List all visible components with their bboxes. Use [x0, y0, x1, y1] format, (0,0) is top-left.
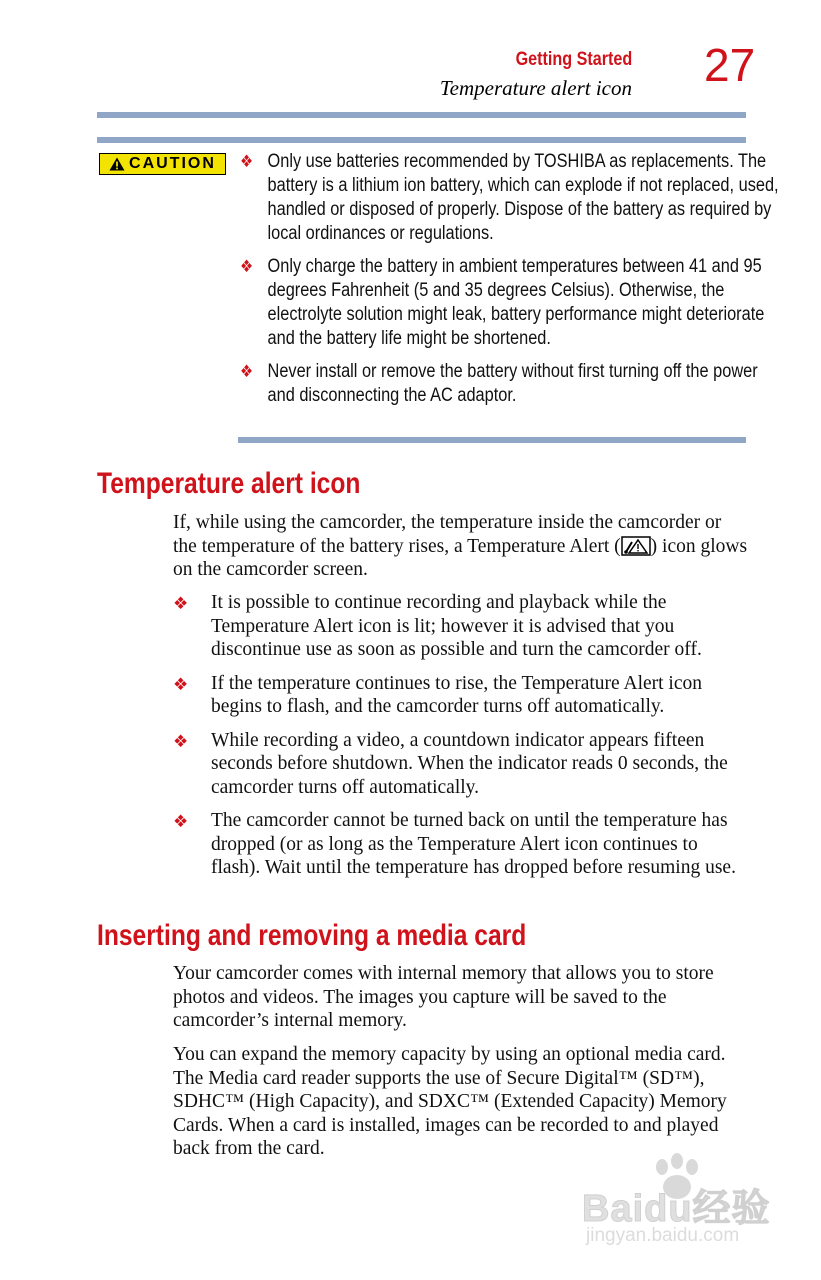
- list-item: ❖ If the temperature continues to rise, the Temperature Alert icon begins to flash, and the camcorder turns off automatically.: [173, 672, 703, 717]
- caution-badge: [99, 153, 226, 175]
- warning-triangle-icon: [109, 157, 125, 171]
- bullet-icon: ❖: [173, 674, 189, 694]
- list-item: ❖ It is possible to continue recording and playback while the Temperature Alert icon is lit; however it is advised that you discontinue use as soon as possible and turn the camcorder off.: [173, 592, 702, 660]
- watermark-url: jingyan.baidu.com: [586, 1225, 740, 1246]
- running-header-chapter: Getting Started: [515, 49, 632, 70]
- caution-item: ❖ Only use batteries recommended by TOSHIBA as replacements. The battery is a lithium ion battery, which can explode if not replaced, used, handled or disposed of properly. Dispose of the battery as required by local ordinances or regulations.: [240, 151, 779, 244]
- temperature-alert-icon: [621, 536, 651, 556]
- running-header-section: Temperature alert icon: [439, 76, 632, 100]
- caution-item: ❖ Only charge the battery in ambient temperatures between 41 and 95 degrees Fahrenheit (5 and 35 degrees Celsius). Otherwise, the electrolyte solution might leak, battery performance might deteriorate and the battery life might be shortened.: [240, 256, 765, 349]
- caution-bottom-rule: [238, 437, 746, 443]
- caution-top-rule: [97, 137, 746, 143]
- caution-label: CAUTION: [129, 155, 216, 172]
- list-item: ❖ While recording a video, a countdown indicator appears fifteen seconds before shutdown. When the indicator reads 0 seconds, the camcorder turns off automatically.: [173, 729, 728, 798]
- temperature-list: [173, 591, 748, 890]
- caution-list: [240, 150, 779, 417]
- bullet-icon: ❖: [240, 152, 254, 171]
- bullet-icon: ❖: [173, 812, 189, 831]
- media-paragraph: You can expand the memory capacity by using an optional media card. The Media card reader supports the use of Secure Digital™ (SD™), SDHC™ (High Capacity), and SDXC™ (Extended Capacity) Memory Cards. When a card is installed, images can be recorded to and played back from the card.: [173, 1044, 727, 1159]
- media-paragraph: Your camcorder comes with internal memory that allows you to store photos and videos. The images you capture will be saved to the camcorder’s internal memory.: [173, 963, 714, 1031]
- section-heading-media-card: Inserting and removing a media card: [97, 919, 527, 952]
- list-item: ❖ The camcorder cannot be turned back on until the temperature has dropped (or as long as the Temperature Alert icon continues to flash). Wait until the temperature has dropped before resuming use.: [173, 810, 736, 878]
- page-number: 27: [704, 39, 756, 91]
- bullet-icon: ❖: [240, 257, 254, 276]
- bullet-icon: ❖: [173, 594, 189, 613]
- bullet-icon: ❖: [240, 362, 254, 381]
- temperature-intro: If, while using the camcorder, the temperature inside the camcorder or the temperature of the battery rises, a Temperature Alert ( ) icon glows on the camcorder screen.: [173, 512, 748, 580]
- caution-item: ❖ Never install or remove the battery without first turning off the power and disconnecting the AC adaptor.: [240, 361, 758, 406]
- bullet-icon: ❖: [173, 731, 189, 751]
- section-heading-temperature: Temperature alert icon: [97, 467, 361, 500]
- watermark-brand: Baidu经验: [582, 1188, 771, 1230]
- header-rule: [97, 112, 746, 118]
- baidu-watermark: [582, 1153, 782, 1253]
